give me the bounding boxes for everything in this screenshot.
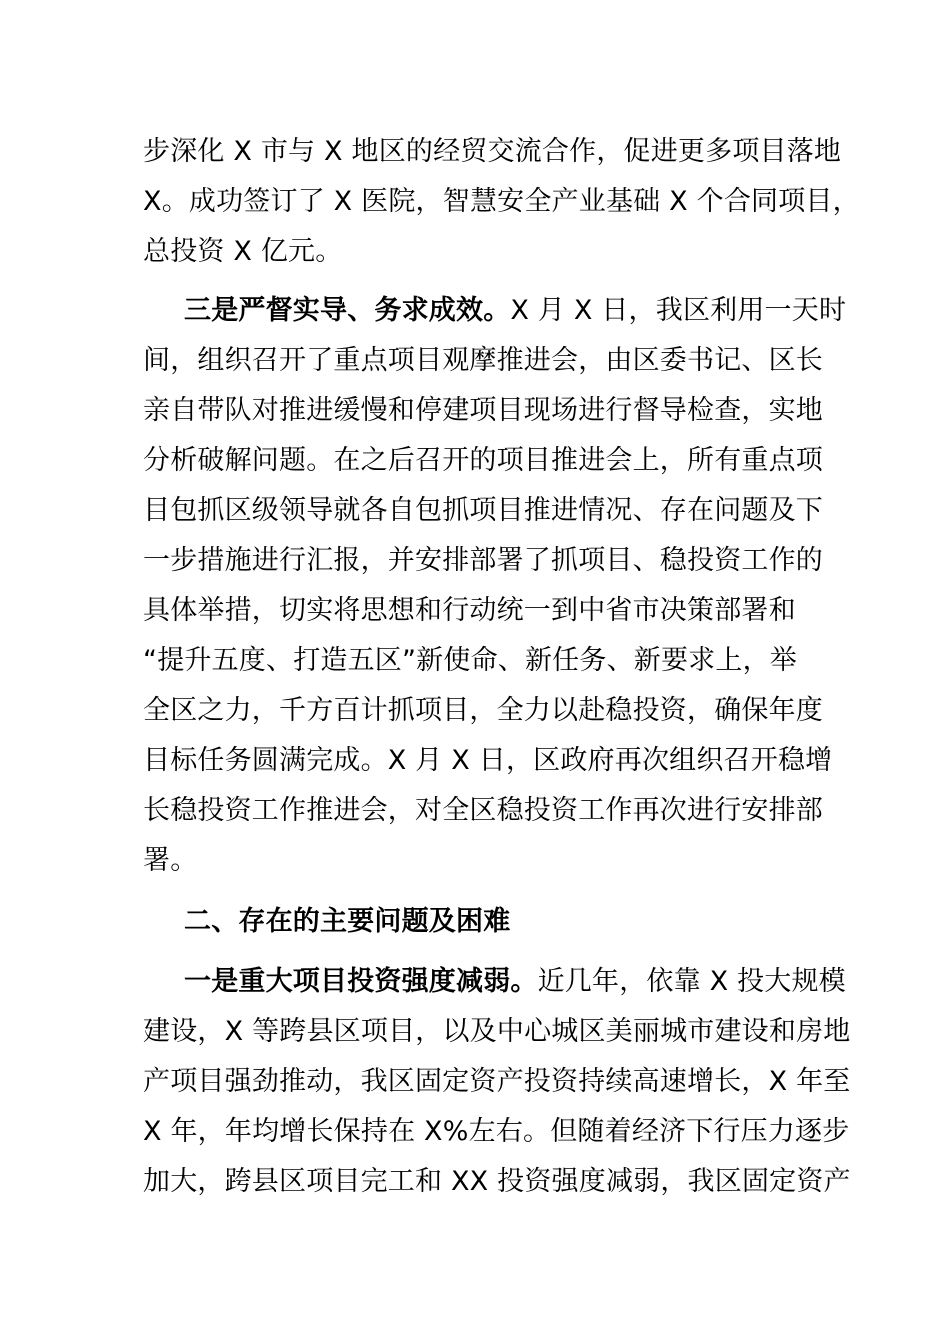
para3-line4: X 年，年均增长保持在 X%左右。但随着经济下行压力逐步 [143, 1116, 850, 1147]
para2-line1 [184, 286, 846, 336]
para2-line1-rest: X 月 X 日，我区利用一天时 [510, 295, 847, 326]
para1-line3: 总投资 X 亿元。 [143, 236, 343, 267]
para3-line1 [184, 957, 846, 1007]
para3-line1-rest: 近几年，依靠 X 投大规模 [537, 966, 846, 997]
para1-line1: 步深化 X 市与 X 地区的经贸交流合作，促进更多项目落地 [143, 136, 842, 167]
para3-heading: 一是重大项目投资强度减弱。 [184, 966, 538, 997]
para2-line11: 长稳投资工作推进会，对全区稳投资工作再次进行安排部 [143, 795, 823, 826]
para2-line9: 全区之力，千方百计抓项目，全力以赴稳投资，确保年度 [143, 695, 823, 726]
para2-line2: 间，组织召开了重点项目观摩推进会，由区委书记、区长 [143, 345, 823, 376]
para3-line3: 产项目强劲推动，我区固定资产投资持续高速增长，X 年至 [143, 1066, 851, 1097]
section-heading: 二、存在的主要问题及困难 [184, 906, 511, 937]
para2-line8: “提升五度、打造五区”新使命、新任务、新要求上，举 [143, 645, 797, 676]
para2-line10: 目标任务圆满完成。X 月 X 日，区政府再次组织召开稳增 [143, 745, 833, 776]
para2-line6: 一步措施进行汇报，并安排部署了抓项目、稳投资工作的 [143, 545, 823, 576]
para3-line2: 建设，X 等跨县区项目，以及中心城区美丽城市建设和房地 [143, 1016, 851, 1047]
para2-line7: 具体举措，切实将思想和行动统一到中省市决策部署和 [143, 595, 796, 626]
para2-line4: 分析破解问题。在之后召开的项目推进会上，所有重点项 [143, 445, 823, 476]
para2-line5: 目包抓区级领导就各自包抓项目推进情况、存在问题及下 [143, 495, 823, 526]
para3-line5: 加大，跨县区项目完工和 XX 投资强度减弱，我区固定资产 [143, 1166, 851, 1197]
para2-heading: 三是严督实导、务求成效。 [184, 295, 511, 326]
para2-line3: 亲自带队对推进缓慢和停建项目现场进行督导检查，实地 [143, 395, 823, 426]
para1-line2: X。成功签订了 X 医院，智慧安全产业基础 X 个合同项目， [143, 186, 860, 217]
para2-line12: 署。 [143, 845, 198, 876]
